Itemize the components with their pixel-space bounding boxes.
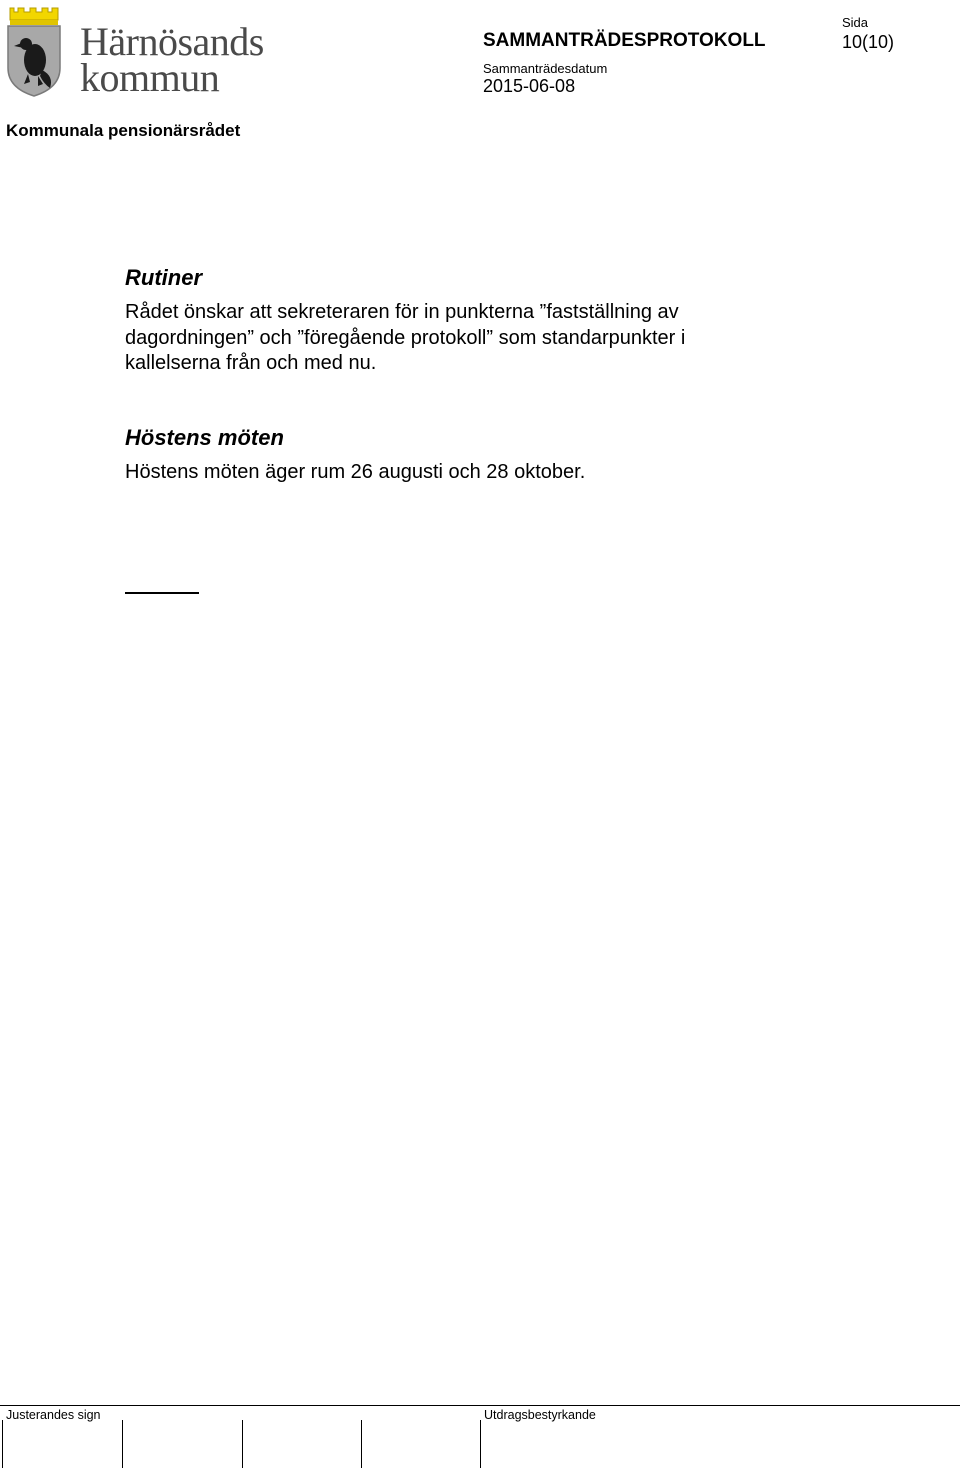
coat-of-arms-icon [4, 6, 64, 98]
justerandes-sign-label: Justerandes sign [6, 1408, 101, 1422]
signature-box-divider [122, 1420, 123, 1468]
section-heading-hostens-moten: Höstens möten [125, 425, 284, 450]
footer-divider [0, 1405, 960, 1406]
section-text-rutiner: Rådet önskar att sekreteraren för in punkterna ”fastställning av dagordningen” och ”föregående protokoll” som standarpunkter i kallelserna från och med nu. [125, 301, 686, 374]
end-divider [125, 592, 199, 594]
document-title: SAMMANTRÄDESPROTOKOLL [483, 30, 766, 51]
section-text-hostens-moten: Höstens möten äger rum 26 augusti och 28 oktober. [125, 461, 586, 483]
logo-line-2: kommun [80, 55, 220, 100]
logo-line-1: Härnösands [80, 19, 264, 64]
committee-name: Kommunala pensionärsrådet [6, 121, 241, 140]
signature-box-divider [480, 1420, 481, 1468]
signature-box-divider [242, 1420, 243, 1468]
page-label: Sida [842, 15, 869, 30]
section-heading-rutiner: Rutiner [125, 265, 202, 290]
utdragsbestyrkande-label: Utdragsbestyrkande [484, 1408, 596, 1422]
meeting-date-label: Sammanträdesdatum [483, 61, 608, 76]
page-number: 10(10) [842, 32, 895, 52]
logo-wordmark [80, 19, 264, 100]
signature-box-divider [2, 1420, 3, 1468]
signature-box-divider [361, 1420, 362, 1468]
meeting-date-value: 2015-06-08 [483, 76, 576, 96]
